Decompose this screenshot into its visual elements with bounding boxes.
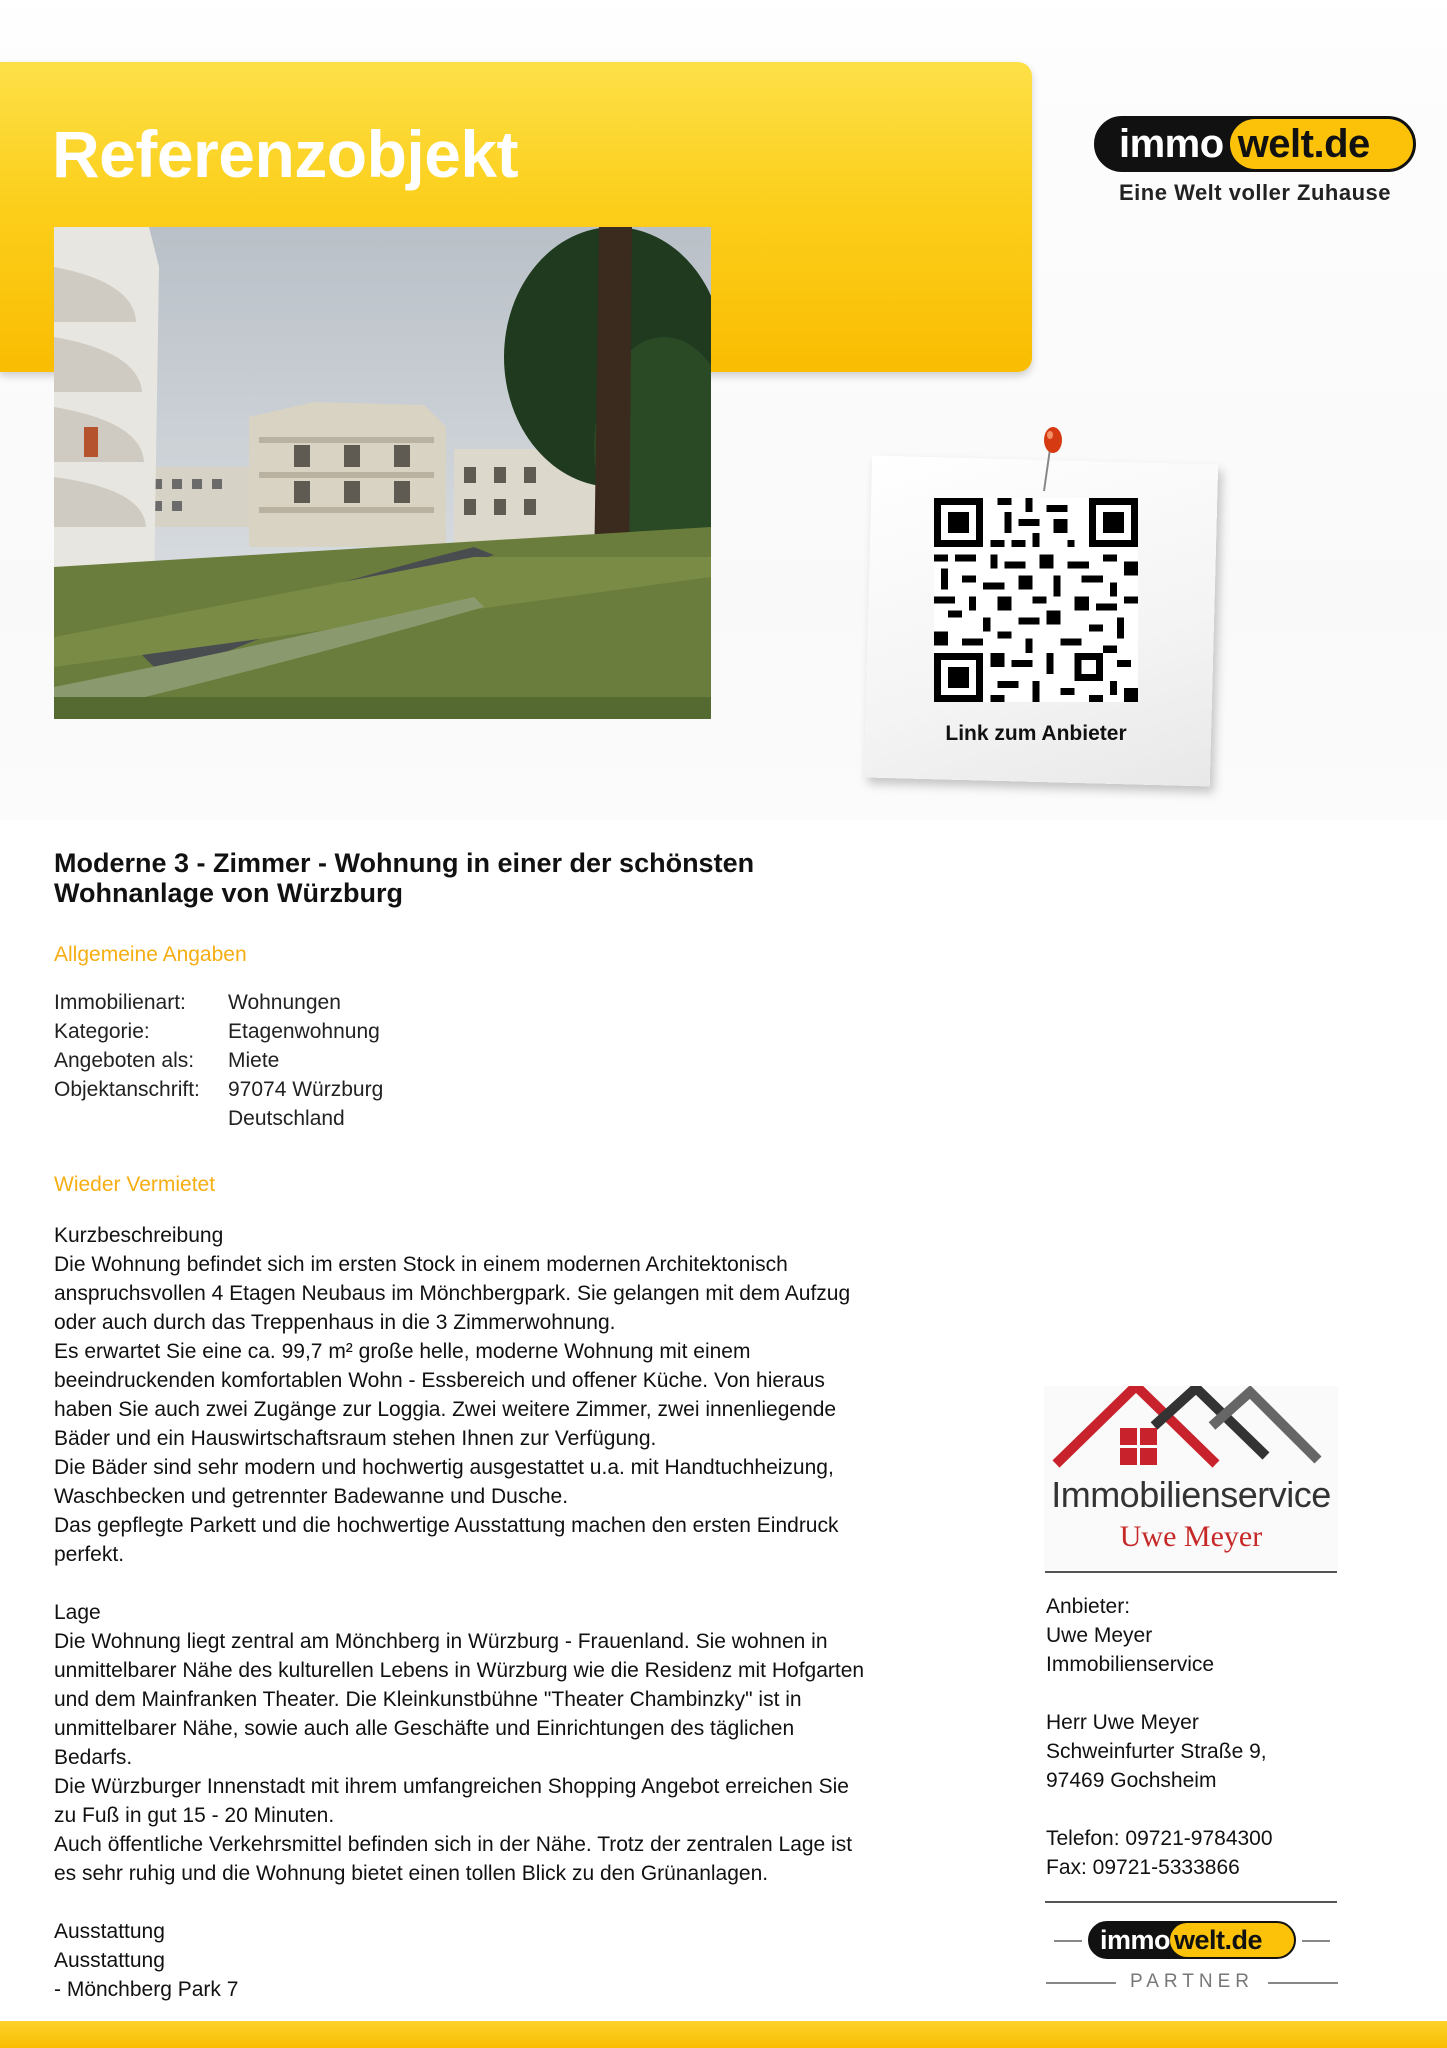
kurz-line: beeindruckenden komfortablen Wohn - Essbereich und offener Küche. Von hieraus	[54, 1369, 825, 1392]
contact-city: 97469 Gochsheim	[1046, 1769, 1217, 1792]
partner-part-immo: immo	[1100, 1925, 1171, 1955]
spacer	[54, 1569, 954, 1598]
contact-fax: Fax: 09721-5333866	[1046, 1856, 1240, 1879]
info-key	[54, 1104, 228, 1133]
info-value: Etagenwohnung	[228, 1020, 380, 1043]
kurz-line: haben Sie auch zwei Zugänge zur Loggia. Zwei weitere Zimmer, zwei innenliegende	[54, 1398, 837, 1421]
general-info-table	[54, 988, 383, 1133]
logo-wordmark	[1094, 116, 1416, 172]
immowelt-logo[interactable]	[1094, 116, 1416, 206]
info-value: Deutschland	[228, 1107, 345, 1130]
contact-person: Herr Uwe Meyer	[1046, 1711, 1199, 1734]
lage-line: es sehr ruhig und die Wohnung bietet einen tollen Blick zu den Grünanlagen.	[54, 1862, 769, 1885]
partner-line-right	[1302, 1940, 1330, 1942]
lage-heading: Lage	[54, 1601, 101, 1624]
info-row	[54, 1104, 383, 1133]
spacer	[1046, 1679, 1273, 1708]
logo-part-welt: welt.de	[1230, 119, 1413, 169]
qr-note[interactable]	[868, 460, 1214, 782]
contact-phone[interactable]: Telefon: 09721-9784300	[1046, 1827, 1273, 1850]
info-row	[54, 1075, 383, 1104]
pushpin-icon	[1036, 425, 1066, 495]
lage-line: zu Fuß in gut 15 - 20 Minuten.	[54, 1804, 335, 1827]
divider	[1045, 1571, 1337, 1573]
headline-line-2: Wohnanlage von Würzburg	[54, 878, 403, 908]
partner-line-left	[1054, 1940, 1082, 1942]
info-key: Objektanschrift:	[54, 1078, 200, 1101]
lage-line: Die Würzburger Innenstadt mit ihrem umfangreichen Shopping Angebot erreichen Sie	[54, 1775, 849, 1798]
lage-line: Die Wohnung liegt zentral am Mönchberg in Würzburg - Frauenland. Sie wohnen in	[54, 1630, 828, 1653]
kurz-heading: Kurzbeschreibung	[54, 1224, 224, 1247]
info-key: Kategorie:	[54, 1020, 150, 1043]
lage-line: unmittelbarer Nähe, sowie auch alle Geschäfte und Einrichtungen des täglichen	[54, 1717, 795, 1740]
divider	[1045, 1901, 1337, 1903]
info-value: 97074 Würzburg	[228, 1078, 384, 1101]
general-info-heading: Allgemeine Angaben	[54, 943, 247, 966]
listing-headline	[54, 848, 954, 908]
partner-part-welt: welt.de	[1170, 1923, 1294, 1957]
page-title: Referenzobjekt	[52, 117, 519, 191]
lage-line: und dem Mainfranken Theater. Die Kleinkunstbühne "Theater Chambinzky" ist in	[54, 1688, 802, 1711]
property-photo	[54, 227, 711, 719]
lage-line: Auch öffentliche Verkehrsmittel befinden sich in der Nähe. Trotz der zentralen Lage ist	[54, 1833, 853, 1856]
provider-logo	[1044, 1386, 1338, 1570]
kurz-line: perfekt.	[54, 1543, 125, 1566]
kurz-line: Waschbecken und getrennter Badewanne und Dusche.	[54, 1485, 569, 1508]
qr-label: Link zum Anbieter	[945, 722, 1127, 745]
lage-line: unmittelbarer Nähe des kulturellen Lebens in Würzburg wie die Residenz mit Hofgarten	[54, 1659, 865, 1682]
logo-part-immo: immo	[1097, 119, 1230, 169]
kurz-line: Die Wohnung befindet sich im ersten Stock in einem modernen Architektonisch	[54, 1253, 788, 1276]
kurz-line: Es erwartet Sie eine ca. 99,7 m² große helle, moderne Wohnung mit einem	[54, 1340, 751, 1363]
info-key: Angeboten als:	[54, 1049, 195, 1072]
kurz-line: oder auch durch das Treppenhaus in die 3 Zimmerwohnung.	[54, 1311, 616, 1334]
info-value: Miete	[228, 1049, 280, 1072]
contact-street: Schweinfurter Straße 9,	[1046, 1740, 1267, 1763]
description-text	[54, 1221, 954, 2004]
kurz-line: Das gepflegte Parkett und die hochwertige Ausstattung machen den ersten Eindruck	[54, 1514, 839, 1537]
property-photo-illustration	[54, 227, 711, 719]
immowelt-partner-badge	[1046, 1919, 1338, 1999]
spacer	[54, 1888, 954, 1917]
ausstattung-heading: Ausstattung	[54, 1920, 165, 1943]
contact-block	[1046, 1592, 1273, 1882]
info-row	[54, 1046, 383, 1075]
contact-label: Anbieter:	[1046, 1595, 1131, 1618]
info-row	[54, 988, 383, 1017]
houses-roof-icon	[1044, 1386, 1338, 1474]
partner-wordmark	[1088, 1921, 1296, 1959]
status-heading: Wieder Vermietet	[54, 1173, 216, 1196]
provider-logo-person: Uwe Meyer	[1119, 1520, 1263, 1553]
contact-company-2: Immobilienservice	[1046, 1653, 1215, 1676]
info-row	[54, 1017, 383, 1046]
kurz-line: anspruchsvollen 4 Etagen Neubaus im Mönchbergpark. Sie gelangen mit dem Aufzug	[54, 1282, 851, 1305]
info-key: Immobilienart:	[54, 991, 186, 1014]
qr-code[interactable]	[934, 498, 1138, 702]
ausstattung-line: Ausstattung	[54, 1949, 165, 1972]
info-value: Wohnungen	[228, 991, 341, 1014]
footer-bar	[0, 2021, 1447, 2048]
provider-logo-name: Immobilienservice	[1051, 1474, 1331, 1515]
headline-line-1: Moderne 3 - Zimmer - Wohnung in einer der schönsten	[54, 848, 755, 878]
contact-company-1: Uwe Meyer	[1046, 1624, 1153, 1647]
spacer	[1046, 1795, 1273, 1824]
lage-line: Bedarfs.	[54, 1746, 133, 1769]
logo-tagline: Eine Welt voller Zuhause	[1119, 180, 1391, 205]
kurz-line: Bäder und ein Hauswirtschaftsraum stehen Ihnen zur Verfügung.	[54, 1427, 657, 1450]
ausstattung-line: - Mönchberg Park 7	[54, 1978, 239, 2001]
kurz-line: Die Bäder sind sehr modern und hochwertig ausgestattet u.a. mit Handtuchheizung,	[54, 1456, 834, 1479]
partner-label: PARTNER	[1129, 1971, 1255, 1992]
